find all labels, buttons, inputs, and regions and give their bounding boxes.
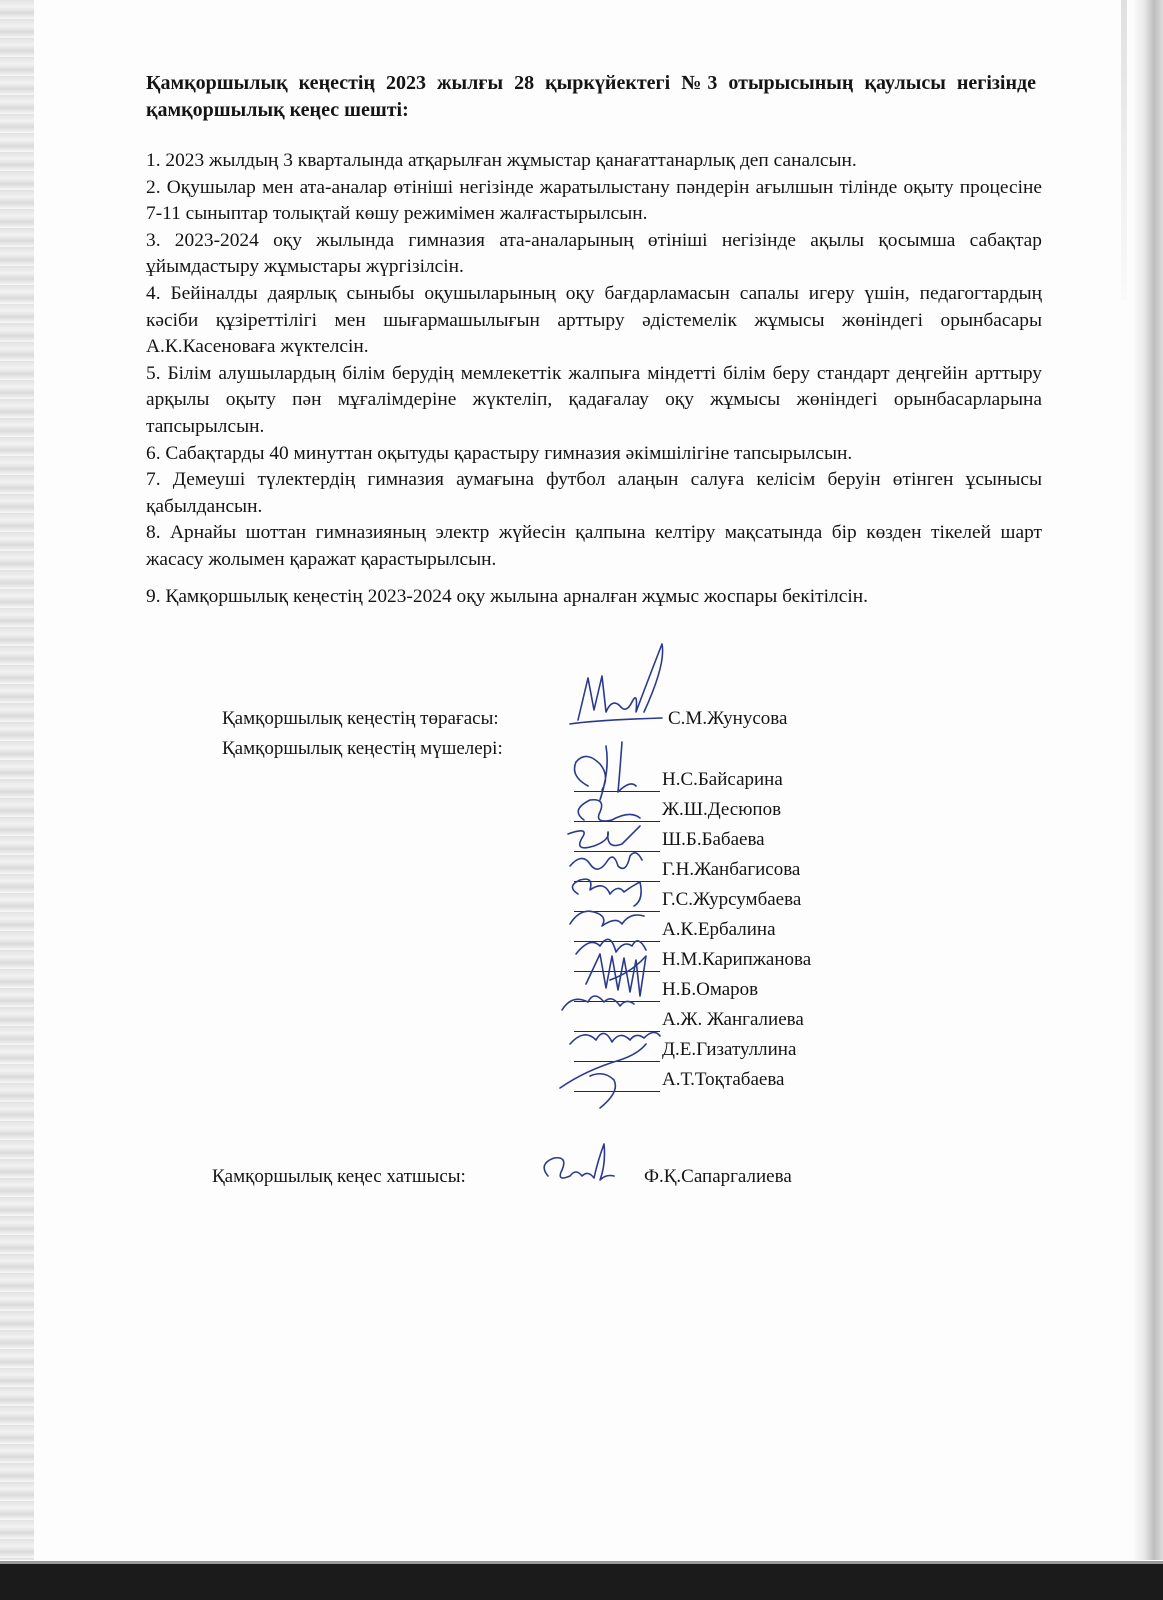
decision-item-3: 3. 2023-2024 оқу жылында гимназия ата-аналарының өтініші негізінде ақылы қосымша сабақтар ұйымдастыру жұмыстары жүргізілсін. [146, 229, 1042, 278]
scan-edge-right [1133, 0, 1163, 1560]
chair-name: С.М.Жунусова [668, 708, 788, 729]
member-name: Ж.Ш.Десюпов [662, 799, 782, 820]
member-signatures [560, 740, 670, 1120]
scan-streak [1121, 0, 1127, 300]
scan-edge-bottom [0, 1564, 1163, 1600]
member-name: Г.Н.Жанбагисова [662, 859, 801, 880]
members-label: Қамқоршылық кеңестің мүшелері: [222, 738, 503, 759]
decision-item-5: 5. Білім алушылардың білім берудің мемлекеттік жалпыға міндетті білім беру стандарт деңгейін арттыру арқылы оқыту пән мұғалімдеріне жүктеліп, қадағалау оқу жұмысы жөніндегі орынбасарларына тапсырылсын. [146, 362, 1042, 437]
decision-item-1: 1. 2023 жылдың 3 кварталында атқарылған жұмыстар қанағаттанарлық деп саналсын. [146, 150, 857, 171]
chair-signature [566, 650, 676, 740]
decision-list [146, 148, 1042, 610]
decision-item-2: 2. Оқушылар мен ата-аналар өтініші негізінде жаратылыстану пәндерін ағылшын тілінде оқыту процесіне 7-11 сыныптар толықтай көшу режимімен жалғастырылсын. [146, 176, 1042, 225]
secretary-name: Ф.Қ.Сапаргалиева [644, 1166, 792, 1187]
member-name: Н.Б.Омаров [662, 979, 759, 1000]
decision-item-7: 7. Демеуші түлектердің гимназия аумағына футбол алаңын салуға келісім беруін өтінген ұсынысы қабылдансын. [146, 469, 1042, 517]
member-name: А.Т.Тоқтабаева [662, 1069, 785, 1090]
member-name: Ш.Б.Бабаева [662, 829, 765, 850]
member-name: А.Ж. Жангалиева [662, 1009, 804, 1030]
member-name: А.К.Ербалина [662, 919, 776, 940]
secretary-signature [540, 1140, 620, 1200]
member-name: Н.С.Байсарина [662, 769, 783, 790]
member-name: Н.М.Карипжанова [662, 949, 812, 970]
decision-item-6: 6. Сабақтарды 40 минуттан оқытуды қарастыру гимназия әкімшілігіне тапсырылсын. [146, 442, 853, 464]
scan-edge-left [0, 0, 34, 1560]
decision-item-9: 9. Қамқоршылық кеңестің 2023-2024 оқу жылына арналған жұмыс жоспары бекітілсін. [146, 585, 868, 607]
member-name: Д.Е.Гизатуллина [662, 1039, 797, 1060]
decision-item-8: 8. Арнайы шоттан гимназияның электр жүйесін қалпына келтіру мақсатында бір көзден тікелей шарт жасасу жолымен қаражат қарастырылсын. [146, 522, 1042, 570]
document-heading: Қамқоршылық кеңестің 2023 жылғы 28 қыркүйектегі №3 отырысының қаулысы негізінде қамқоршылық кеңес шешті: [146, 72, 1036, 121]
chair-label: Қамқоршылық кеңестің төрағасы: [222, 708, 499, 729]
decision-item-4: 4. Бейіналды даярлық сыныбы оқушыларының оқу бағдарламасын сапалы игеру үшін, педагогтардың кәсіби құзіреттілігі мен шығармашылығын арттыру әдістемелік жұмысы жөніндегі орынбасары А.К.Касеноваға жүктелсін. [146, 282, 1042, 358]
member-name: Г.С.Журсумбаева [662, 889, 802, 910]
secretary-label: Қамқоршылық кеңес хатшысы: [212, 1166, 466, 1187]
